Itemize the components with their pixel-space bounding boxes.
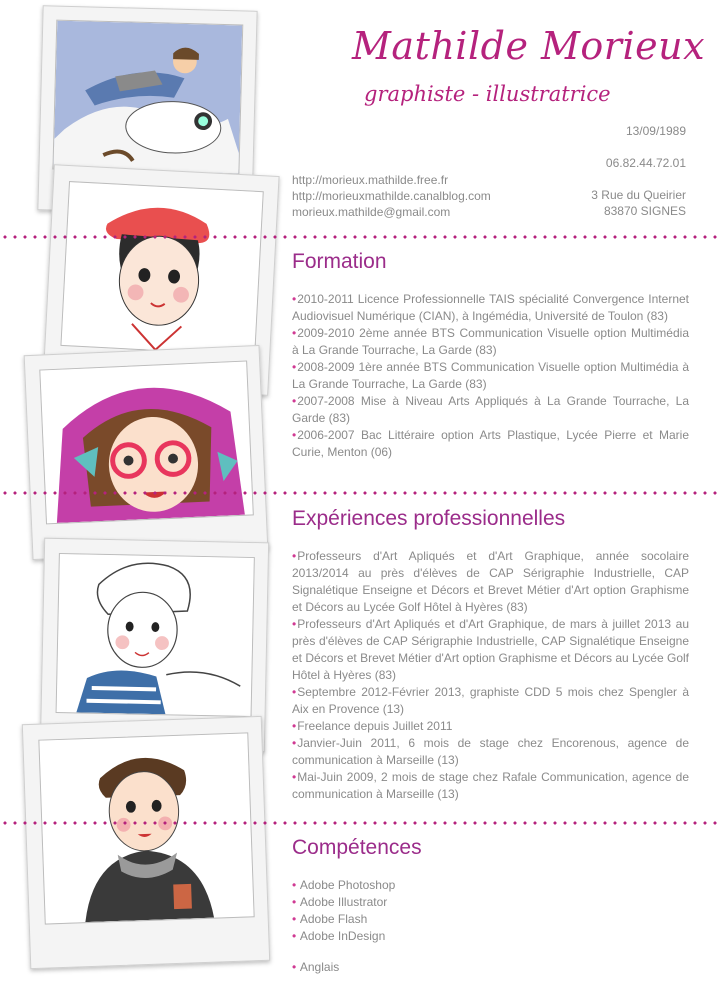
software-list — [292, 877, 689, 945]
divider-competences — [0, 821, 723, 825]
bullet-icon: • — [292, 878, 297, 892]
address-line-2: 83870 SIGNES — [603, 204, 686, 218]
experience-item: •Professeurs d'Art Apliqués et d'Art Graphique, de mars à juillet 2013 au près d'élèves de CAP Sérigraphie Industrielle, CAP Signalétique Enseigne et Décors et Brevet Métier d'Art option Graphisme et Décors au Lycée Golf Hôtel à Hyères (83) — [292, 617, 689, 682]
experiences-list — [292, 548, 689, 803]
experience-item: •Professeurs d'Art Apliqués et d'Art Graphique, année socolaire 2013/2014 au près d'élèves de CAP Sérigraphie Industrielle, CAP Signalétique Enseigne et Décors et Brevet Métier d'Art option Graphisme et Décors au Lycée Golf Hôtel à Hyères (83) — [292, 549, 689, 614]
subtitle: graphiste - illustratrice — [364, 82, 611, 106]
experience-item: •Septembre 2012-Février 2013, graphiste CDD 5 mois chez Spengler à Aix en Provence (13) — [292, 685, 689, 716]
email-link[interactable]: morieux.mathilde@gmail.com — [292, 205, 451, 219]
bullet-icon: • — [292, 736, 297, 750]
divider-formation — [0, 235, 723, 239]
software-item: • Adobe Illustrator — [292, 895, 388, 909]
formation-item: •2009-2010 2ème année BTS Communication Visuelle option Multimédia à La Grande Tourrache, La Garde (83) — [292, 326, 689, 357]
section-title-competences: Compétences — [292, 836, 422, 859]
bullet-icon: • — [292, 895, 297, 909]
name-title: Mathilde Morieux — [352, 24, 706, 68]
software-item: • Adobe Flash — [292, 912, 368, 926]
website-link-2[interactable]: http://morieuxmathilde.canalblog.com — [292, 189, 491, 203]
bullet-icon: • — [292, 929, 297, 943]
illustration-girl-red-beret — [60, 181, 263, 356]
bullet-icon: • — [292, 770, 297, 784]
formation-item: •2010-2011 Licence Professionnelle TAIS spécialité Convergence Internet Audiovisuel Numérique (CIAN), à Ingémédia, Université de Toulon (83) — [292, 292, 689, 323]
bullet-icon: • — [292, 960, 297, 974]
formation-item: •2007-2008 Mise à Niveau Arts Appliqués à La Grande Tourrache, La Garde (83) — [292, 394, 689, 425]
polaroid-illustration-5 — [22, 716, 270, 969]
address-line-1: 3 Rue du Queirier — [591, 188, 686, 202]
illustration-girl-pink-glasses — [39, 361, 254, 525]
bullet-icon: • — [292, 326, 297, 340]
experience-item: •Freelance depuis Juillet 2011 — [292, 719, 453, 733]
formation-item: •2008-2009 1ère année BTS Communication Visuelle option Multimédia à La Grande Tourrache, La Garde (83) — [292, 360, 689, 391]
polaroid-illustration-3 — [24, 345, 269, 560]
divider-experiences — [0, 491, 723, 495]
section-title-experiences: Expériences professionnelles — [292, 507, 566, 530]
software-item: • Adobe Photoshop — [292, 878, 396, 892]
formation-item: •2006-2007 Bac Littéraire option Arts Plastique, Lycée Pierre et Marie Curie, Menton (06) — [292, 428, 689, 459]
bullet-icon: • — [292, 394, 297, 408]
website-link-1[interactable]: http://morieux.mathilde.free.fr — [292, 173, 449, 187]
bullet-icon: • — [292, 428, 297, 442]
bullet-icon: • — [292, 360, 297, 374]
language-item: • Anglais — [292, 960, 340, 974]
bullet-icon: • — [292, 292, 297, 306]
illustration-girl-sketch — [56, 553, 255, 717]
birthdate: 13/09/1989 — [625, 124, 686, 138]
experience-item: •Mai-Juin 2009, 2 mois de stage chez Rafale Communication, agence de communication à Marseille (13) — [292, 770, 689, 801]
illustration-flying-girl — [52, 20, 243, 175]
bullet-icon: • — [292, 912, 297, 926]
phone-number: 06.82.44.72.01 — [605, 156, 686, 170]
illustration-girl-scarf — [38, 732, 254, 924]
section-title-formation: Formation — [292, 250, 387, 273]
bullet-icon: • — [292, 617, 297, 631]
experience-item: •Janvier-Juin 2011, 6 mois de stage chez Encorenous, agence de communication à Marseille (13) — [292, 736, 689, 767]
formation-list — [292, 291, 689, 461]
bullet-icon: • — [292, 549, 297, 563]
software-item: • Adobe InDesign — [292, 929, 386, 943]
bullet-icon: • — [292, 685, 297, 699]
bullet-icon: • — [292, 719, 297, 733]
languages-list — [292, 959, 689, 976]
